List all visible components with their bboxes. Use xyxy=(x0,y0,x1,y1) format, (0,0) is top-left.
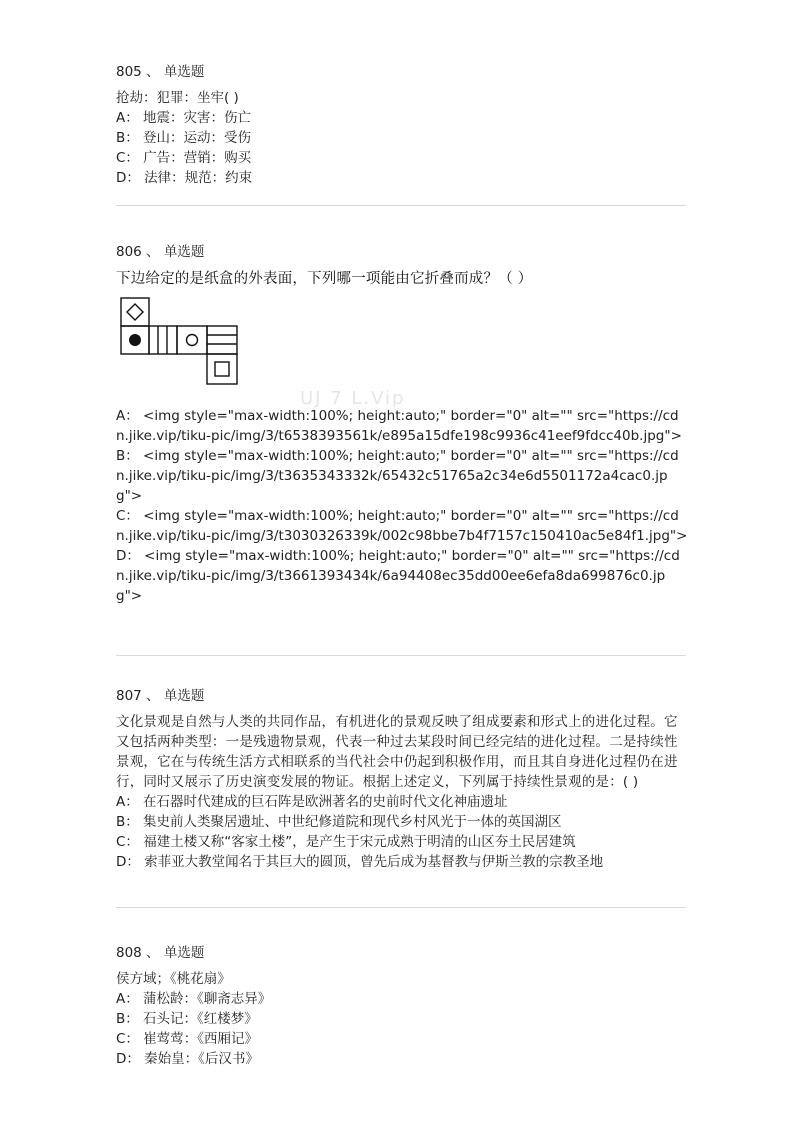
divider xyxy=(116,907,686,908)
option-a[interactable]: A： 蒲松龄：《聊斋志异》 xyxy=(116,991,272,1007)
option-b[interactable]: B： 石头记：《红楼梦》 xyxy=(116,1011,258,1027)
question-807 xyxy=(116,686,688,872)
question-805 xyxy=(116,62,688,188)
option-d[interactable]: D： 法律：规范：约束 xyxy=(116,170,253,186)
option-a[interactable]: A： 地震：灾害：伤亡 xyxy=(116,110,252,126)
divider xyxy=(116,655,686,656)
question-header: 805 、 单选题 xyxy=(116,64,205,80)
question-806 xyxy=(116,242,688,606)
question-808 xyxy=(116,943,688,1069)
option-d[interactable]: D： 索菲亚大教堂闻名于其巨大的圆顶，曾先后成为基督教与伊斯兰教的宗教圣地 xyxy=(116,854,604,870)
option-c[interactable]: C： 福建土楼又称“客家土楼”，是产生于宋元成熟于明清的山区夯土民居建筑 xyxy=(116,834,576,850)
watermark: UJ 7 L.Vip xyxy=(300,388,406,409)
option-c[interactable]: C： <img style="max-width:100%; height:auto;" border="0" alt="" src="https://cdn.jike.vip/tiku-pic/img/3/t3030326339k/002c98bbe7b4f7157c150410ac5e84f1.jpg"> xyxy=(116,508,688,544)
question-stem: 侯方域；《桃花扇》 xyxy=(116,971,231,987)
option-a[interactable]: A： <img style="max-width:100%; height:auto;" border="0" alt="" src="https://cdn.jike.vip/tiku-pic/img/3/t6538393561k/e895a15dfe198c9936c41eef9fdcc40b.jpg"> xyxy=(116,408,682,444)
option-c[interactable]: C： 崔莺莺：《西厢记》 xyxy=(116,1031,258,1047)
question-header: 807 、 单选题 xyxy=(116,688,205,704)
option-b[interactable]: B： 集史前人类聚居遗址、中世纪修道院和现代乡村风光于一体的英国湖区 xyxy=(116,814,562,830)
question-header: 808 、 单选题 xyxy=(116,945,205,961)
box-net-figure xyxy=(116,296,256,392)
question-header: 806 、 单选题 xyxy=(116,244,205,260)
option-c[interactable]: C： 广告：营销：购买 xyxy=(116,150,252,166)
option-b[interactable]: B： <img style="max-width:100%; height:auto;" border="0" alt="" src="https://cdn.jike.vip/tiku-pic/img/3/t3635343332k/65432c51765a2c34e6d5501172a4cac0.jpg"> xyxy=(116,448,679,504)
option-b[interactable]: B： 登山：运动：受伤 xyxy=(116,130,252,146)
option-d[interactable]: D： 秦始皇：《后汉书》 xyxy=(116,1051,259,1067)
divider xyxy=(116,205,686,206)
option-a[interactable]: A： 在石器时代建成的巨石阵是欧洲著名的史前时代文化神庙遗址 xyxy=(116,794,508,810)
option-d[interactable]: D： <img style="max-width:100%; height:auto;" border="0" alt="" src="https://cdn.jike.vip/tiku-pic/img/3/t3661393434k/6a94408ec35dd00ee6efa8da699876c0.jpg"> xyxy=(116,548,680,604)
question-stem: 下边给定的是纸盒的外表面，下列哪一项能由它折叠而成？（ ） xyxy=(116,271,533,287)
question-stem: 文化景观是自然与人类的共同作品，有机进化的景观反映了组成要素和形式上的进化过程。它又包括两种类型：一是残遗物景观，代表一种过去某段时间已经完结的进化过程。二是持续性景观，它在与传统生活方式相联系的当代社会中仍起到积极作用，而且其自身进化过程仍在进行，同时又展示了历史演变发展的物证。根据上述定义，下列属于持续性景观的是：( ) xyxy=(116,714,678,790)
question-stem: 抢劫：犯罪：坐牢( ) xyxy=(116,90,239,106)
